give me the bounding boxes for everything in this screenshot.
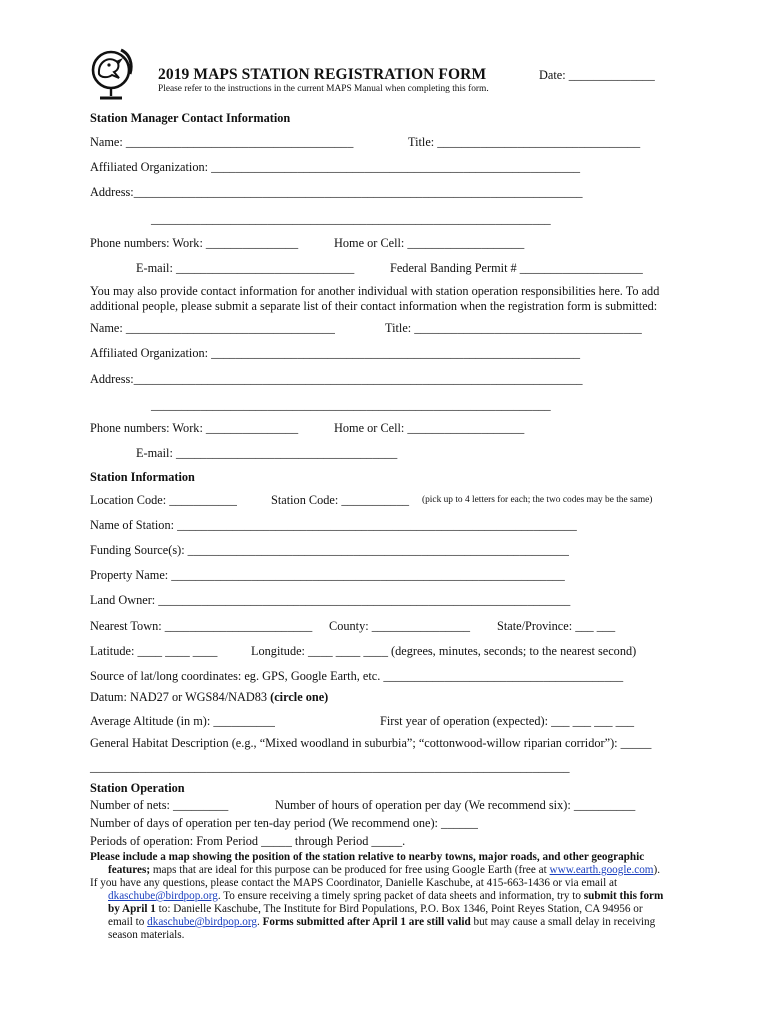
altitude-field[interactable]: Average Altitude (in m): __________	[90, 714, 275, 728]
manager-section-heading: Station Manager Contact Information	[90, 111, 291, 125]
hours-field[interactable]: Number of hours of operation per day (We recommend six): __________	[275, 798, 636, 812]
additional-title-field[interactable]: Title: _____________________________________	[385, 321, 642, 335]
first-year-field[interactable]: First year of operation (expected): ___ ___ ___ ___	[380, 714, 635, 728]
additional-contact-intro: You may also provide contact information for another individual with station operation responsibilities here. To add	[90, 284, 660, 298]
delay-note: but may cause a small delay in receiving	[470, 916, 656, 928]
questions-line-3	[108, 903, 643, 915]
late-forms-note: Forms submitted after April 1 are still valid	[262, 916, 471, 928]
questions-line-2	[108, 890, 663, 902]
nearest-town-field[interactable]: Nearest Town: ________________________	[90, 619, 313, 633]
additional-cell-phone-field[interactable]: Home or Cell: ___________________	[334, 421, 525, 435]
map-request-text: maps that are ideal for this purpose can be produced for free using Google Earth (free at	[150, 864, 550, 876]
form-instructions: Please refer to the instructions in the current MAPS Manual when completing this form.	[158, 84, 489, 94]
map-request: Please include a map showing the position of the station relative to nearby towns, major roads, and other geographic	[90, 851, 645, 863]
manager-address-line2[interactable]: _________________________________________________________________	[151, 212, 551, 226]
datum-field[interactable]	[90, 690, 328, 705]
manager-title-field[interactable]: Title: _________________________________	[408, 135, 641, 149]
map-features-label: features;	[108, 864, 151, 876]
banding-permit-field[interactable]: Federal Banding Permit # ____________________	[390, 261, 643, 275]
manager-work-phone-field[interactable]: Phone numbers: Work: _______________	[90, 236, 299, 250]
manager-name-field[interactable]: Name: _____________________________________	[90, 135, 354, 149]
habitat-line2[interactable]: ______________________________________________________________________________	[90, 760, 570, 774]
station-code-field[interactable]: Station Code: ___________	[271, 493, 409, 507]
periods-field[interactable]: Periods of operation: From Period _____ through Period _____.	[90, 834, 406, 848]
coordinator-email-link-2[interactable]: dkaschube@birdpop.org	[147, 916, 257, 928]
datum-label: Datum: NAD27 or WGS84/NAD83	[90, 690, 271, 704]
additional-work-phone-field[interactable]: Phone numbers: Work: _______________	[90, 421, 299, 435]
habitat-field[interactable]: General Habitat Description (e.g., “Mixed woodland in suburbia”; “cottonwood-willow riparian corridor”): _____	[90, 736, 652, 750]
questions-line-5: season materials.	[108, 929, 185, 941]
manager-cell-phone-field[interactable]: Home or Cell: ___________________	[334, 236, 525, 250]
funding-source-field[interactable]: Funding Source(s): ______________________________________________________________	[90, 543, 569, 557]
mailing-address-text: to: Danielle Kaschube, The Institute for Bird Populations, P.O. Box 1346, Point Reyes Station, CA 94956 or	[155, 903, 643, 915]
form-title: 2019 MAPS STATION REGISTRATION FORM	[158, 66, 487, 83]
state-field[interactable]: State/Province: ___ ___	[497, 619, 616, 633]
questions-line-4	[108, 916, 655, 928]
deadline-label: by April 1	[108, 903, 156, 915]
map-request-2	[108, 864, 660, 876]
station-section-heading: Station Information	[90, 470, 195, 484]
additional-contact-intro-2: additional people, please submit a separate list of their contact information when the registration form is submitted:	[90, 299, 658, 313]
coordinator-email-link[interactable]: dkaschube@birdpop.org	[108, 890, 218, 902]
county-field[interactable]: County: ________________	[329, 619, 471, 633]
additional-name-field[interactable]: Name: __________________________________	[90, 321, 335, 335]
additional-address-line2[interactable]: _________________________________________________________________	[151, 398, 551, 412]
latitude-field[interactable]: Latitude: ____ ____ ____	[90, 644, 218, 658]
separator-text: .	[257, 916, 263, 928]
date-field[interactable]: Date: ______________	[539, 68, 655, 82]
manager-email-field[interactable]: E-mail: _____________________________	[136, 261, 355, 275]
additional-email-field[interactable]: E-mail: ____________________________________	[136, 446, 398, 460]
additional-org-field[interactable]: Affiliated Organization: ____________________________________________________________	[90, 346, 581, 360]
email-to-text: email to	[108, 916, 148, 928]
code-note: (pick up to 4 letters for each; the two codes may be the same)	[422, 495, 653, 505]
property-name-field[interactable]: Property Name: ________________________________________________________________	[90, 568, 565, 582]
station-name-field[interactable]: Name of Station: _________________________________________________________________	[90, 518, 577, 532]
questions-line-1: If you have any questions, please contact the MAPS Coordinator, Danielle Kaschube, at 415-663-1436 or via email at	[90, 877, 618, 889]
questions-text: . To ensure receiving a timely spring packet of data sheets and information, try to	[217, 890, 584, 902]
google-earth-link[interactable]: www.earth.google.com	[549, 864, 654, 876]
manager-org-field[interactable]: Affiliated Organization: ____________________________________________________________	[90, 160, 581, 174]
longitude-field[interactable]: Longitude: ____ ____ ____ (degrees, minutes, seconds; to the nearest second)	[251, 644, 637, 658]
map-request-end: ).	[653, 864, 661, 876]
manager-address-field[interactable]: Address:_________________________________________________________________________	[90, 185, 583, 199]
operation-section-heading: Station Operation	[90, 781, 185, 795]
location-code-field[interactable]: Location Code: ___________	[90, 493, 237, 507]
days-field[interactable]: Number of days of operation per ten-day period (We recommend one): ______	[90, 816, 478, 830]
datum-circle-note: (circle one)	[270, 690, 329, 704]
nets-field[interactable]: Number of nets: _________	[90, 798, 229, 812]
coordinate-source-field[interactable]: Source of lat/long coordinates: eg. GPS, Google Earth, etc. _______________________________________	[90, 669, 624, 683]
bird-logo-icon	[86, 44, 136, 104]
additional-address-field[interactable]: Address:_________________________________________________________________________	[90, 372, 583, 386]
submit-form-label: submit this form	[583, 890, 664, 902]
land-owner-field[interactable]: Land Owner: ___________________________________________________________________	[90, 593, 571, 607]
